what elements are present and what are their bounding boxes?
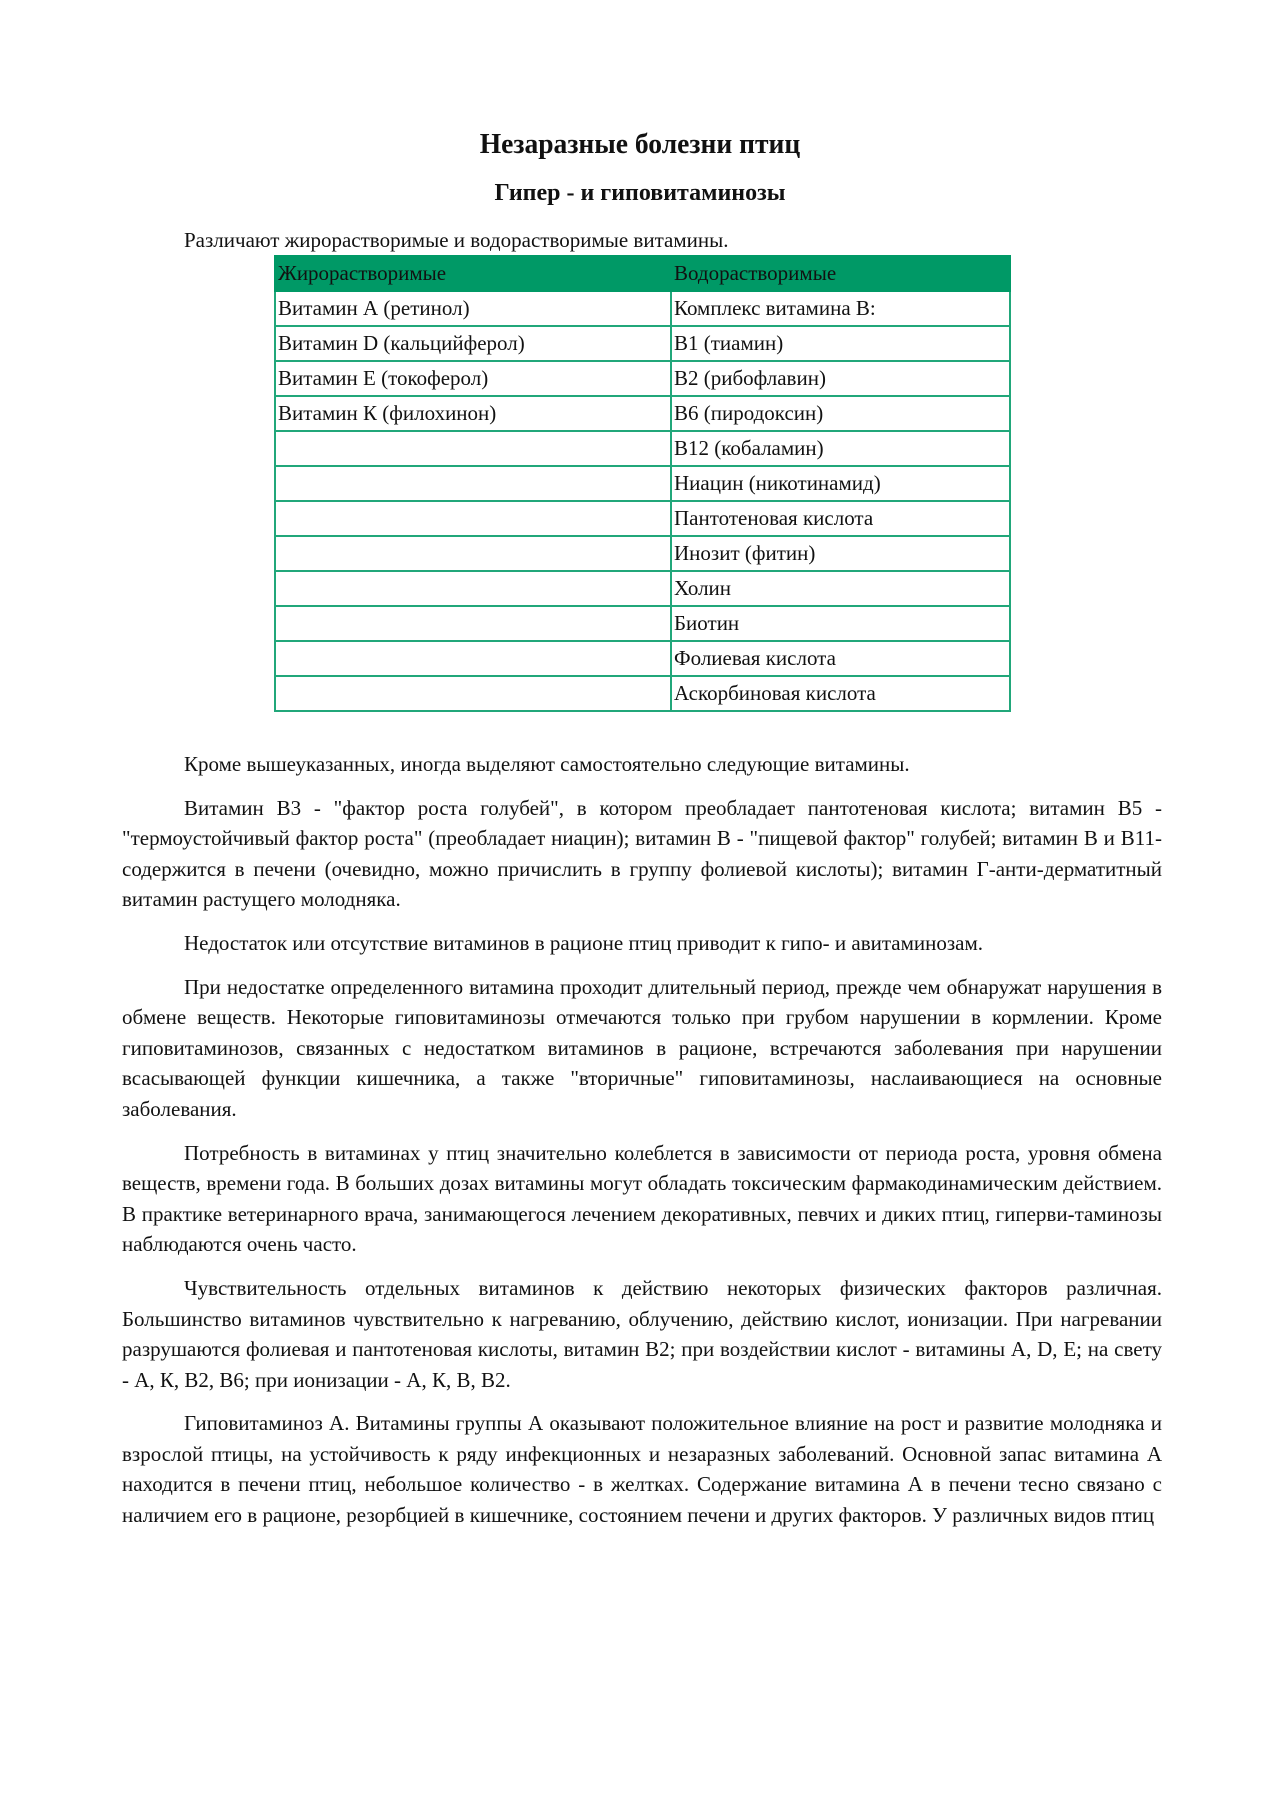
table-cell xyxy=(275,466,671,501)
header-fat-soluble: Жирорастворимые xyxy=(275,256,671,291)
table-cell: Витамин Е (токоферол) xyxy=(275,361,671,396)
table-cell xyxy=(275,676,671,711)
paragraph-hypovitaminosis-a: Гиповитаминоз А. Витамины группы А оказывают положительное влияние на рост и развитие молодняка и взрослой птицы, на устойчивость к ряду инфекционных и незаразных заболеваний. Основной запас витамина А находится в печени птиц, небольшое количество - в желтках. Содержание витамина А в печени тесно связано с наличием его в рационе, резорбцией в кишечнике, состоянием печени и других факторов. У различных видов птиц xyxy=(122,1411,1162,1528)
table-cell xyxy=(275,571,671,606)
table-cell: Ниацин (никотинамид) xyxy=(671,466,1010,501)
paragraph-other-vitamins: Кроме вышеуказанных, иногда выделяют самостоятельно следующие витамины. xyxy=(184,752,910,776)
vitamin-table xyxy=(274,255,1011,712)
table-cell: Комплекс витамина В: xyxy=(671,291,1010,326)
table-cell: В2 (рибофлавин) xyxy=(671,361,1010,396)
paragraph-vitamin-b3: Витамин В3 - "фактор роста голубей", в котором преобладает пантотеновая кислота; витамин В5 - "термоустойчивый фактор роста" (преобладает ниацин); витамин В - "пищевой фактор" голубей; витамин В и В11-содержится в печени (очевидно, можно причислить в группу фолиевой кислоты); витамин Г-анти-дерматитный витамин растущего молодняка. xyxy=(122,795,1162,912)
table-row xyxy=(275,641,1010,676)
table-row xyxy=(275,431,1010,466)
table-cell: Биотин xyxy=(671,606,1010,641)
table-row xyxy=(275,361,1010,396)
table-row xyxy=(275,396,1010,431)
table-header-row xyxy=(275,256,1010,291)
table-cell: В1 (тиамин) xyxy=(671,326,1010,361)
table-row xyxy=(275,501,1010,536)
table-cell: Витамин А (ретинол) xyxy=(275,291,671,326)
page-title: Незаразные болезни птиц xyxy=(479,128,801,160)
table-row xyxy=(275,326,1010,361)
table-row xyxy=(275,536,1010,571)
table-cell: Инозит (фитин) xyxy=(671,536,1010,571)
paragraph-long-period: При недостатке определенного витамина проходит длительный период, прежде чем обнаружат нарушения в обмене веществ. Некоторые гиповитаминозы отмечаются только при грубом нарушении в кормлении. Кроме гиповитаминозов, связанных с недостатком витаминов в рационе, встречаются заболевания при нарушении всасывающей функции кишечника, а также "вторичные" гиповитаминозы, наслаивающиеся на основные заболевания. xyxy=(122,974,1162,1121)
table-cell xyxy=(275,641,671,676)
table-cell: В12 (кобаламин) xyxy=(671,431,1010,466)
table-cell: Фолиевая кислота xyxy=(671,641,1010,676)
paragraph-deficiency: Недостаток или отсутствие витаминов в рационе птиц приводит к гипо- и авитаминозам. xyxy=(184,930,984,955)
body-text xyxy=(122,749,1162,1544)
table-row xyxy=(275,571,1010,606)
table-cell xyxy=(275,431,671,466)
table-cell xyxy=(275,606,671,641)
table-cell xyxy=(275,501,671,536)
table-cell: Пантотеновая кислота xyxy=(671,501,1010,536)
header-water-soluble: Водорастворимые xyxy=(671,256,1010,291)
table-row xyxy=(275,606,1010,641)
intro-text: Различают жирорастворимые и водорастворимые витамины. xyxy=(184,228,729,252)
table-row xyxy=(275,291,1010,326)
table-cell: Холин xyxy=(671,571,1010,606)
section-subtitle: Гипер - и гиповитаминозы xyxy=(494,180,786,206)
table-cell: Аскорбиновая кислота xyxy=(671,676,1010,711)
table-cell: Витамин К (филохинон) xyxy=(275,396,671,431)
paragraph-requirement: Потребность в витаминах у птиц значительно колеблется в зависимости от периода роста, уровня обмена веществ, времени года. В больших дозах витамины могут обладать токсическим фармакодинамическим действием. В практике ветеринарного врача, занимающегося лечением декоративных, певчих и диких птиц, гиперви-таминозы наблюдаются очень часто. xyxy=(122,1140,1162,1257)
table-cell: Витамин D (кальцийферол) xyxy=(275,326,671,361)
paragraph-sensitivity: Чувствительность отдельных витаминов к действию некоторых физических факторов различная. Большинство витаминов чувствительно к нагреванию, облучению, действию кислот, ионизации. При нагревании разрушаются фолиевая и пантотеновая кислоты, витамин В2; при воздействии кислот - витамины А, D, Е; на свету - А, К, В2, В6; при ионизации - А, К, В, В2. xyxy=(122,1275,1162,1392)
table-row xyxy=(275,466,1010,501)
table-cell xyxy=(275,536,671,571)
table-cell: В6 (пиродоксин) xyxy=(671,396,1010,431)
table-row xyxy=(275,676,1010,711)
